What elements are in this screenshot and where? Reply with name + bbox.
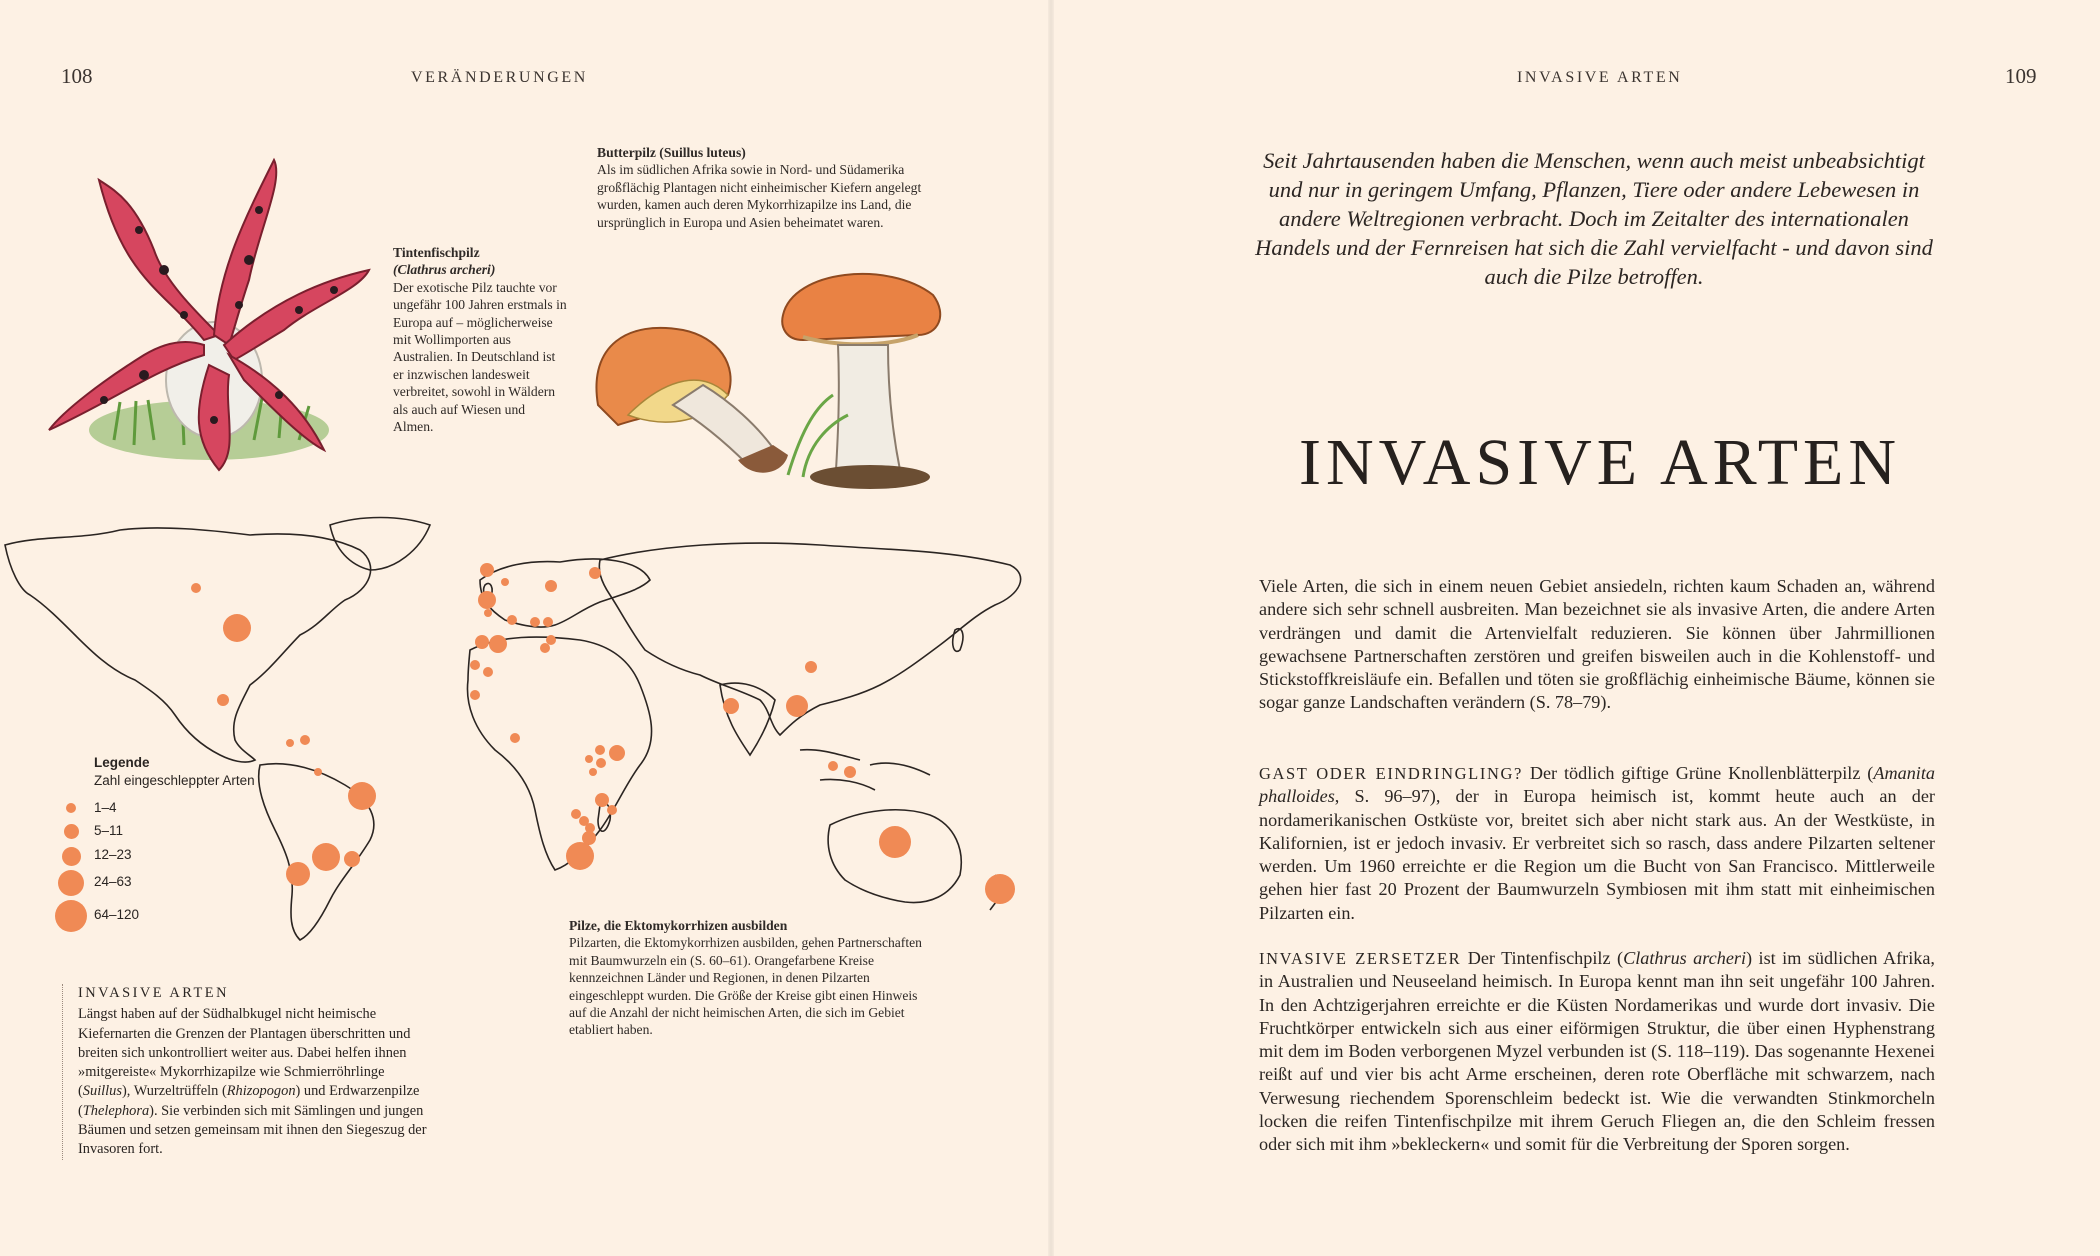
ektomykorrhiza-text: Pilzarten, die Ektomykorrhizen ausbilden, gehen Partnerschaften mit Baumwurzeln ein (S. 60–61). Orangefarbene Kreise kennzeichnen Länder und Regionen, in denen Pilzarten eingeschleppt wurden. Die Größe der Kreise gibt einen Hinweis auf die Anzahl der nicht heimischen Arten, die sich im Gebiet etabliert haben. bbox=[569, 935, 922, 1038]
map-legend bbox=[94, 755, 294, 935]
ektomykorrhiza-title: Pilze, die Ektomykorrhizen ausbilden bbox=[569, 918, 788, 933]
asia bbox=[599, 543, 1020, 735]
butterpilz-text: Als im südlichen Afrika sowie in Nord- und Südamerika großflächig Plantagen nicht einheimischer Kiefern angelegt wurden, kamen auch deren Mykorrhizapilze ins Land, die ursprünglich in Europa und Asien beheimatet waren. bbox=[597, 162, 922, 230]
legend-item-5: 64–120 bbox=[94, 907, 140, 922]
body-paragraph-3: INVASIVE ZERSETZER Der Tintenfischpilz (Clathrus archeri) ist im südlichen Afrika, in Australien und Neuseeland heimisch. In Europa kennt man ihn seit ungefähr 100 Jahren. In den Achtzigerjahren erreichte er die Küsten Nordamerikas und wurde dort invasiv. Die Fruchtkörper entwickeln sich aus einer eiförmigen Struktur, die über einen Hyphenstrang mit dem im Boden verborgenen Myzel verbunden ist (S. 118–119). Das sogenannte Hexenei reißt auf und vier bis acht Arme erscheinen, deren rote Oberfläche mit schwarzem, nach Verwesung riechendem Sporenschleim bedeckt ist. Wie die verwandten Stinkmorcheln locken die reifen Tintenfischpilze mit ihrem Geruch Fliegen an, die den Schleim fressen oder sich mit ihm »bekleckern« und somit für die Verbreitung der Sporen sorgen. bbox=[1259, 948, 1935, 1155]
legend-dot-4 bbox=[58, 870, 84, 896]
paragraph-2-lead: GAST ODER EINDRINGLING? bbox=[1259, 764, 1523, 783]
europe bbox=[480, 559, 650, 627]
butterpilz-title: Butterpilz (Suillus luteus) bbox=[597, 145, 746, 160]
left-page-number: 108 bbox=[61, 64, 93, 88]
invasive-arten-sidebar bbox=[62, 984, 438, 1160]
legend-dot-1 bbox=[66, 803, 76, 813]
legend-dot-3 bbox=[62, 847, 81, 866]
sidebar-heading: INVASIVE ARTEN bbox=[78, 985, 229, 1001]
butterpilz-caption bbox=[597, 144, 929, 231]
chapter-title: INVASIVE ARTEN bbox=[1299, 426, 1901, 499]
left-running-title: VERÄNDERUNGEN bbox=[411, 69, 588, 86]
standing-stem bbox=[836, 345, 900, 470]
right-running-title: INVASIVE ARTEN bbox=[1517, 69, 1683, 86]
north-america bbox=[5, 528, 371, 762]
standing-cap bbox=[782, 274, 940, 340]
legend-dot-5 bbox=[55, 900, 87, 932]
right-page-number: 109 bbox=[2005, 64, 2037, 88]
suillus-luteus-illustration bbox=[588, 255, 948, 490]
legend-dot-2 bbox=[64, 824, 79, 839]
book-gutter bbox=[1048, 0, 1054, 1256]
clathrus-archeri-illustration bbox=[44, 140, 384, 480]
body-paragraph-1: Viele Arten, die sich in einem neuen Gebiet ansiedeln, richten kaum Schaden an, während andere sich sehr schnell ausbreiten. Man bezeichnet sie als invasive Arten, die andere Arten verdrängen und damit die Artenvielfalt reduzieren. Sie können über Jahrmillionen gewachsene Partnerschaften zerstören und greifen bisweilen auch in die Kohlenstoff- und Stickstoffkreisläufe ein. Befallen und töten sie großflächig einheimische Bäume, können sie sogar ganze Landschaften verändern (S. 78–79). bbox=[1259, 576, 1935, 713]
legend-item-3: 12–23 bbox=[94, 847, 132, 862]
sidebar-text: Längst haben auf der Südhalbkugel nicht heimische Kiefernarten die Grenzen der Plantagen überschritten und breiten sich unkontrolliert weiter aus. Dabei helfen ihnen »mitgereiste« Mykorrhizapilze wie Schmierröhrlinge (Suillus), Wurzeltrüffeln (Rhizopogon) und Erdwarzenpilze (Thelephora). Sie verbinden sich mit Sämlingen und jungen Bäumen und setzen gemeinsam mit ihnen den Siegeszug der Invasoren fort. bbox=[78, 1006, 427, 1158]
legend-subtitle: Zahl eingeschleppter Arten bbox=[94, 773, 255, 788]
japan bbox=[953, 629, 963, 652]
introduction-dots bbox=[191, 563, 1015, 904]
soil-clump bbox=[810, 465, 930, 489]
intro-text: Seit Jahrtausenden haben die Menschen, wenn auch meist unbeabsichtigt und nur in geringem Umfang, Pflanzen, Tiere oder andere Lebewesen in andere Weltregionen verbracht. Doch im Zeitalter des internationalen Handels und der Fernreisen hat sich die Zahl vervielfacht - und davon sind auch die Pilze betroffen. bbox=[1255, 148, 1933, 289]
southeast-asia bbox=[800, 750, 930, 790]
legend-item-1: 1–4 bbox=[94, 800, 117, 815]
tintenfischpilz-latin: (Clathrus archeri) bbox=[393, 262, 496, 278]
paragraph-3-lead: INVASIVE ZERSETZER bbox=[1259, 949, 1462, 968]
legend-item-4: 24–63 bbox=[94, 874, 132, 889]
body-paragraph-2: GAST ODER EINDRINGLING? Der tödlich giftige Grüne Knollenblätterpilz (Amanita phalloides, S. 96–97), der in Europa heimisch ist, kommt heute auch an der nordamerikanischen Ostküste vor, breitet sich aber nicht stark aus. An der Westküste, in Kalifornien, ist er jedoch invasiv. Er verbreitet sich so rasch, dass andere Pilzarten seltener werden. Um 1960 erreichte er die Region um die Bucht von San Francisco. Mittlerweile gehen hier fast 20 Prozent der Baumwurzeln Symbiosen mit ihm statt mit einheimischen Pilzarten ein. bbox=[1259, 763, 1935, 923]
tintenfischpilz-caption bbox=[393, 244, 568, 435]
legend-item-2: 5–11 bbox=[94, 823, 124, 838]
tintenfischpilz-title: Tintenfischpilz bbox=[393, 245, 480, 260]
ektomykorrhiza-caption bbox=[569, 917, 925, 1039]
legend-title: Legende bbox=[94, 755, 150, 770]
tintenfischpilz-text: Der exotische Pilz tauchte vor ungefähr 100 Jahren erstmals in Europa auf – möglicherweise mit Wollimporten aus Australien. In Deutschland ist er inzwischen landesweit verbreitet, sowohl in Wäldern als auch auf Wiesen und Almen. bbox=[393, 279, 567, 435]
